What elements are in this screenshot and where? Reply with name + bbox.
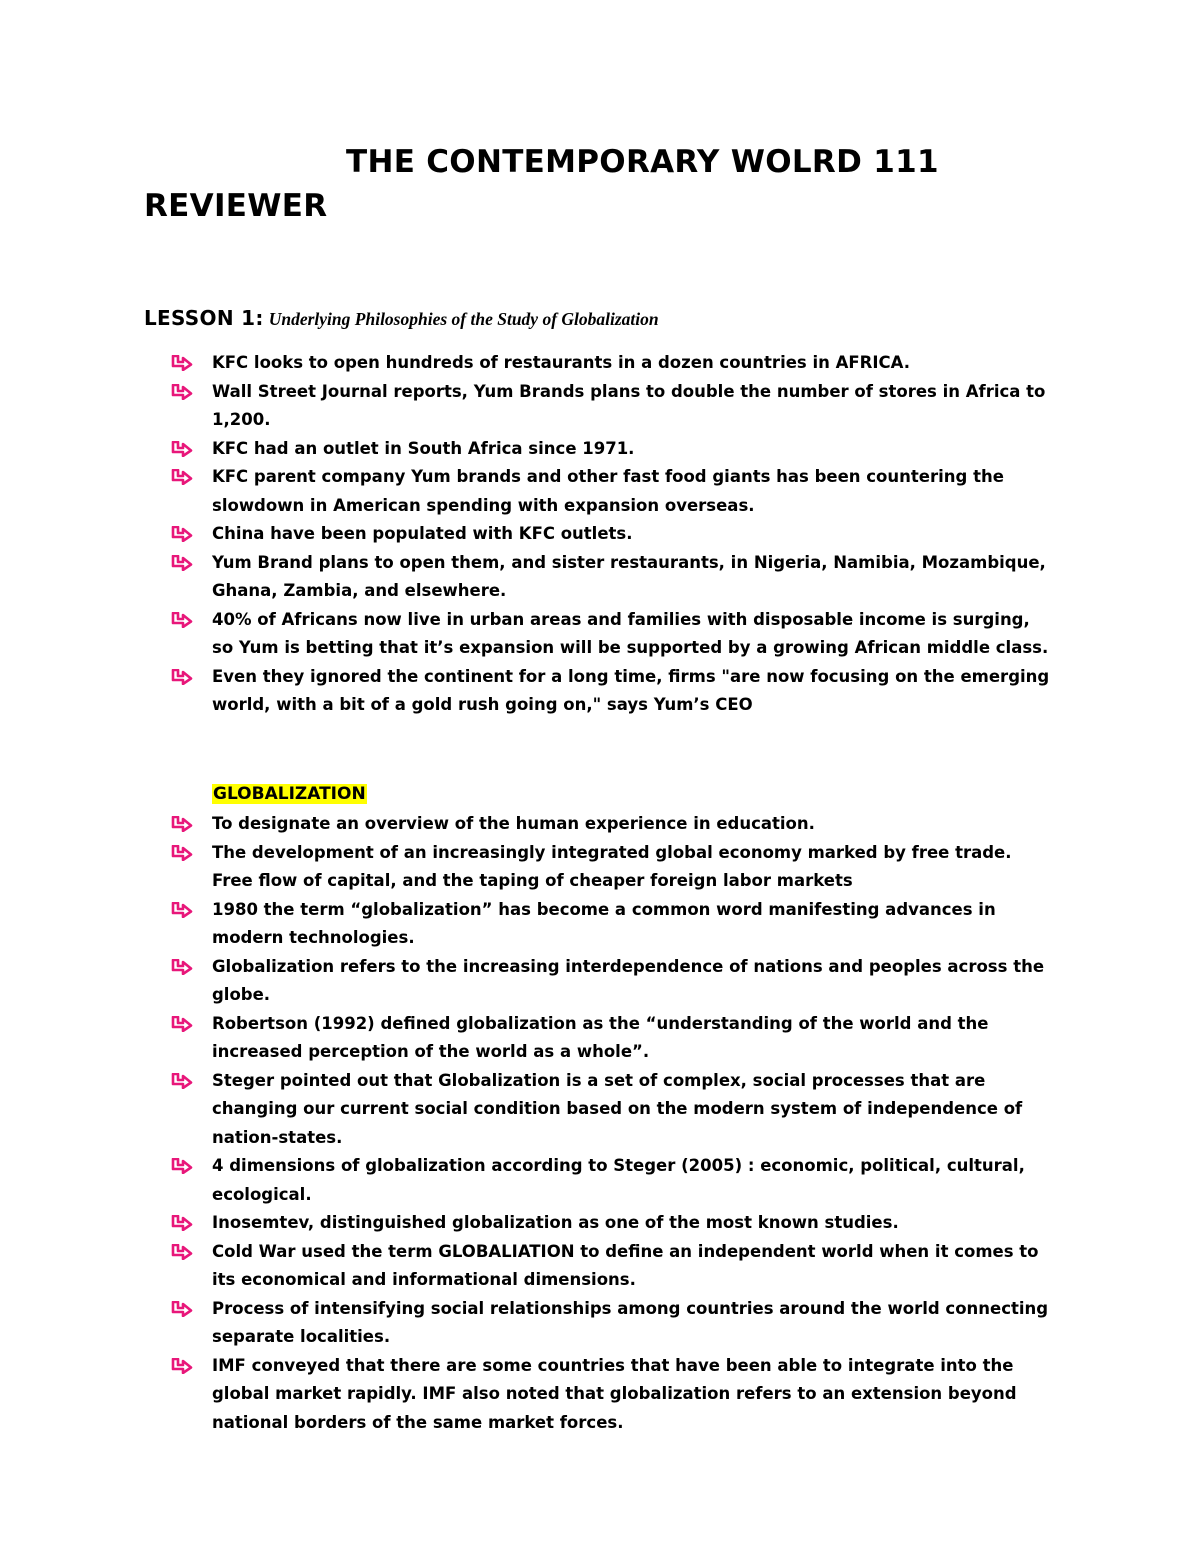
bullet-item <box>0 549 1054 606</box>
lesson-number: LESSON 1: <box>144 306 264 330</box>
bullet-text: Wall Street Journal reports, Yum Brands plans to double the number of stores in Africa to 1,200. <box>212 381 1046 429</box>
arrow-bullet-icon <box>171 902 193 918</box>
arrow-bullet-icon <box>171 1073 193 1089</box>
arrow-bullet-icon <box>171 1358 193 1374</box>
bullet-item <box>0 810 1054 839</box>
arrow-bullet-icon <box>171 816 193 832</box>
lesson-bullet-list <box>0 349 1054 720</box>
arrow-bullet-icon <box>171 959 193 975</box>
arrow-bullet-icon <box>171 845 193 861</box>
bullet-item <box>0 896 1054 953</box>
bullet-item <box>0 1238 1054 1295</box>
arrow-bullet-icon <box>171 469 193 485</box>
arrow-bullet-icon <box>171 526 193 542</box>
bullet-item <box>0 1067 1054 1153</box>
arrow-bullet-icon <box>171 1244 193 1260</box>
arrow-bullet-icon <box>171 555 193 571</box>
bullet-item <box>0 435 1054 464</box>
bullet-text: Inosemtev, distinguished globalization as one of the most known studies. <box>212 1213 899 1232</box>
arrow-bullet-icon <box>171 355 193 371</box>
bullet-text: IMF conveyed that there are some countries that have been able to integrate into the global market rapidly. IMF also noted that globalization refers to an extension beyond national borders of the same market forces. <box>212 1355 1017 1432</box>
bullet-text: KFC looks to open hundreds of restaurants in a dozen countries in AFRICA. <box>212 353 910 372</box>
globalization-heading <box>212 780 367 808</box>
bullet-text: KFC had an outlet in South Africa since 1971. <box>212 438 635 458</box>
bullet-item <box>0 1152 1054 1209</box>
arrow-bullet-icon <box>171 669 193 685</box>
bullet-item <box>0 463 1054 520</box>
bullet-text: 40% of Africans now live in urban areas and families with disposable income is surging, so Yum is betting that it’s expansion will be supported by a growing African middle class. <box>212 609 1049 657</box>
bullet-item <box>0 663 1054 720</box>
bullet-item <box>0 520 1054 549</box>
bullet-item <box>0 1352 1054 1438</box>
bullet-text: Cold War used the term GLOBALIATION to define an independent world when it comes to its economical and informational dimensions. <box>212 1241 1039 1289</box>
bullet-text: 1980 the term “globalization” has become a common word manifesting advances in modern technologies. <box>212 899 996 947</box>
bullet-item <box>0 378 1054 435</box>
bullet-text: Robertson (1992) defined globalization as the “understanding of the world and the increased perception of the world as a whole”. <box>212 1013 989 1061</box>
bullet-item <box>0 953 1054 1010</box>
bullet-item <box>0 1295 1054 1352</box>
arrow-bullet-icon <box>171 1158 193 1174</box>
bullet-text: Process of intensifying social relationships among countries around the world connecting separate localities. <box>212 1298 1049 1346</box>
bullet-item <box>0 606 1054 663</box>
bullet-text: The development of an increasingly integrated global economy marked by free trade. Free flow of capital, and the taping of cheaper foreign labor markets <box>212 842 1012 890</box>
bullet-text: China have been populated with KFC outlets. <box>212 524 633 543</box>
bullet-item <box>0 349 1054 378</box>
document-title: THE CONTEMPORARY WOLRD 111 REVIEWER <box>144 144 939 224</box>
arrow-bullet-icon <box>171 1215 193 1231</box>
bullet-text: To designate an overview of the human experience in education. <box>212 814 815 833</box>
bullet-item <box>0 839 1054 896</box>
lesson-heading <box>144 306 659 330</box>
globalization-bullet-list <box>0 810 1054 1437</box>
bullet-text: Even they ignored the continent for a long time, firms "are now focusing on the emerging world, with a bit of a gold rush going on," says Yum’s CEO <box>212 666 1050 714</box>
bullet-text: Globalization refers to the increasing interdependence of nations and peoples across the globe. <box>212 956 1045 1004</box>
bullet-text: Yum Brand plans to open them, and sister restaurants, in Nigeria, Namibia, Mozambique, Ghana, Zambia, and elsewhere. <box>212 552 1046 600</box>
bullet-text: KFC parent company Yum brands and other fast food giants has been countering the slowdown in American spending with expansion overseas. <box>212 467 1004 515</box>
arrow-bullet-icon <box>171 1016 193 1032</box>
bullet-text: Steger pointed out that Globalization is a set of complex, social processes that are changing our current social condition based on the modern system of independence of nation-states. <box>212 1070 1023 1147</box>
arrow-bullet-icon <box>171 441 193 457</box>
arrow-bullet-icon <box>171 384 193 400</box>
bullet-text: 4 dimensions of globalization according to Steger (2005) : economic, political, cultural, ecological. <box>212 1156 1025 1204</box>
bullet-item <box>0 1209 1054 1238</box>
lesson-subtitle: Underlying Philosophies of the Study of Globalization <box>268 309 659 329</box>
arrow-bullet-icon <box>171 1301 193 1317</box>
highlighted-heading-text: GLOBALIZATION <box>213 784 366 804</box>
bullet-item <box>0 1010 1054 1067</box>
arrow-bullet-icon <box>171 612 193 628</box>
